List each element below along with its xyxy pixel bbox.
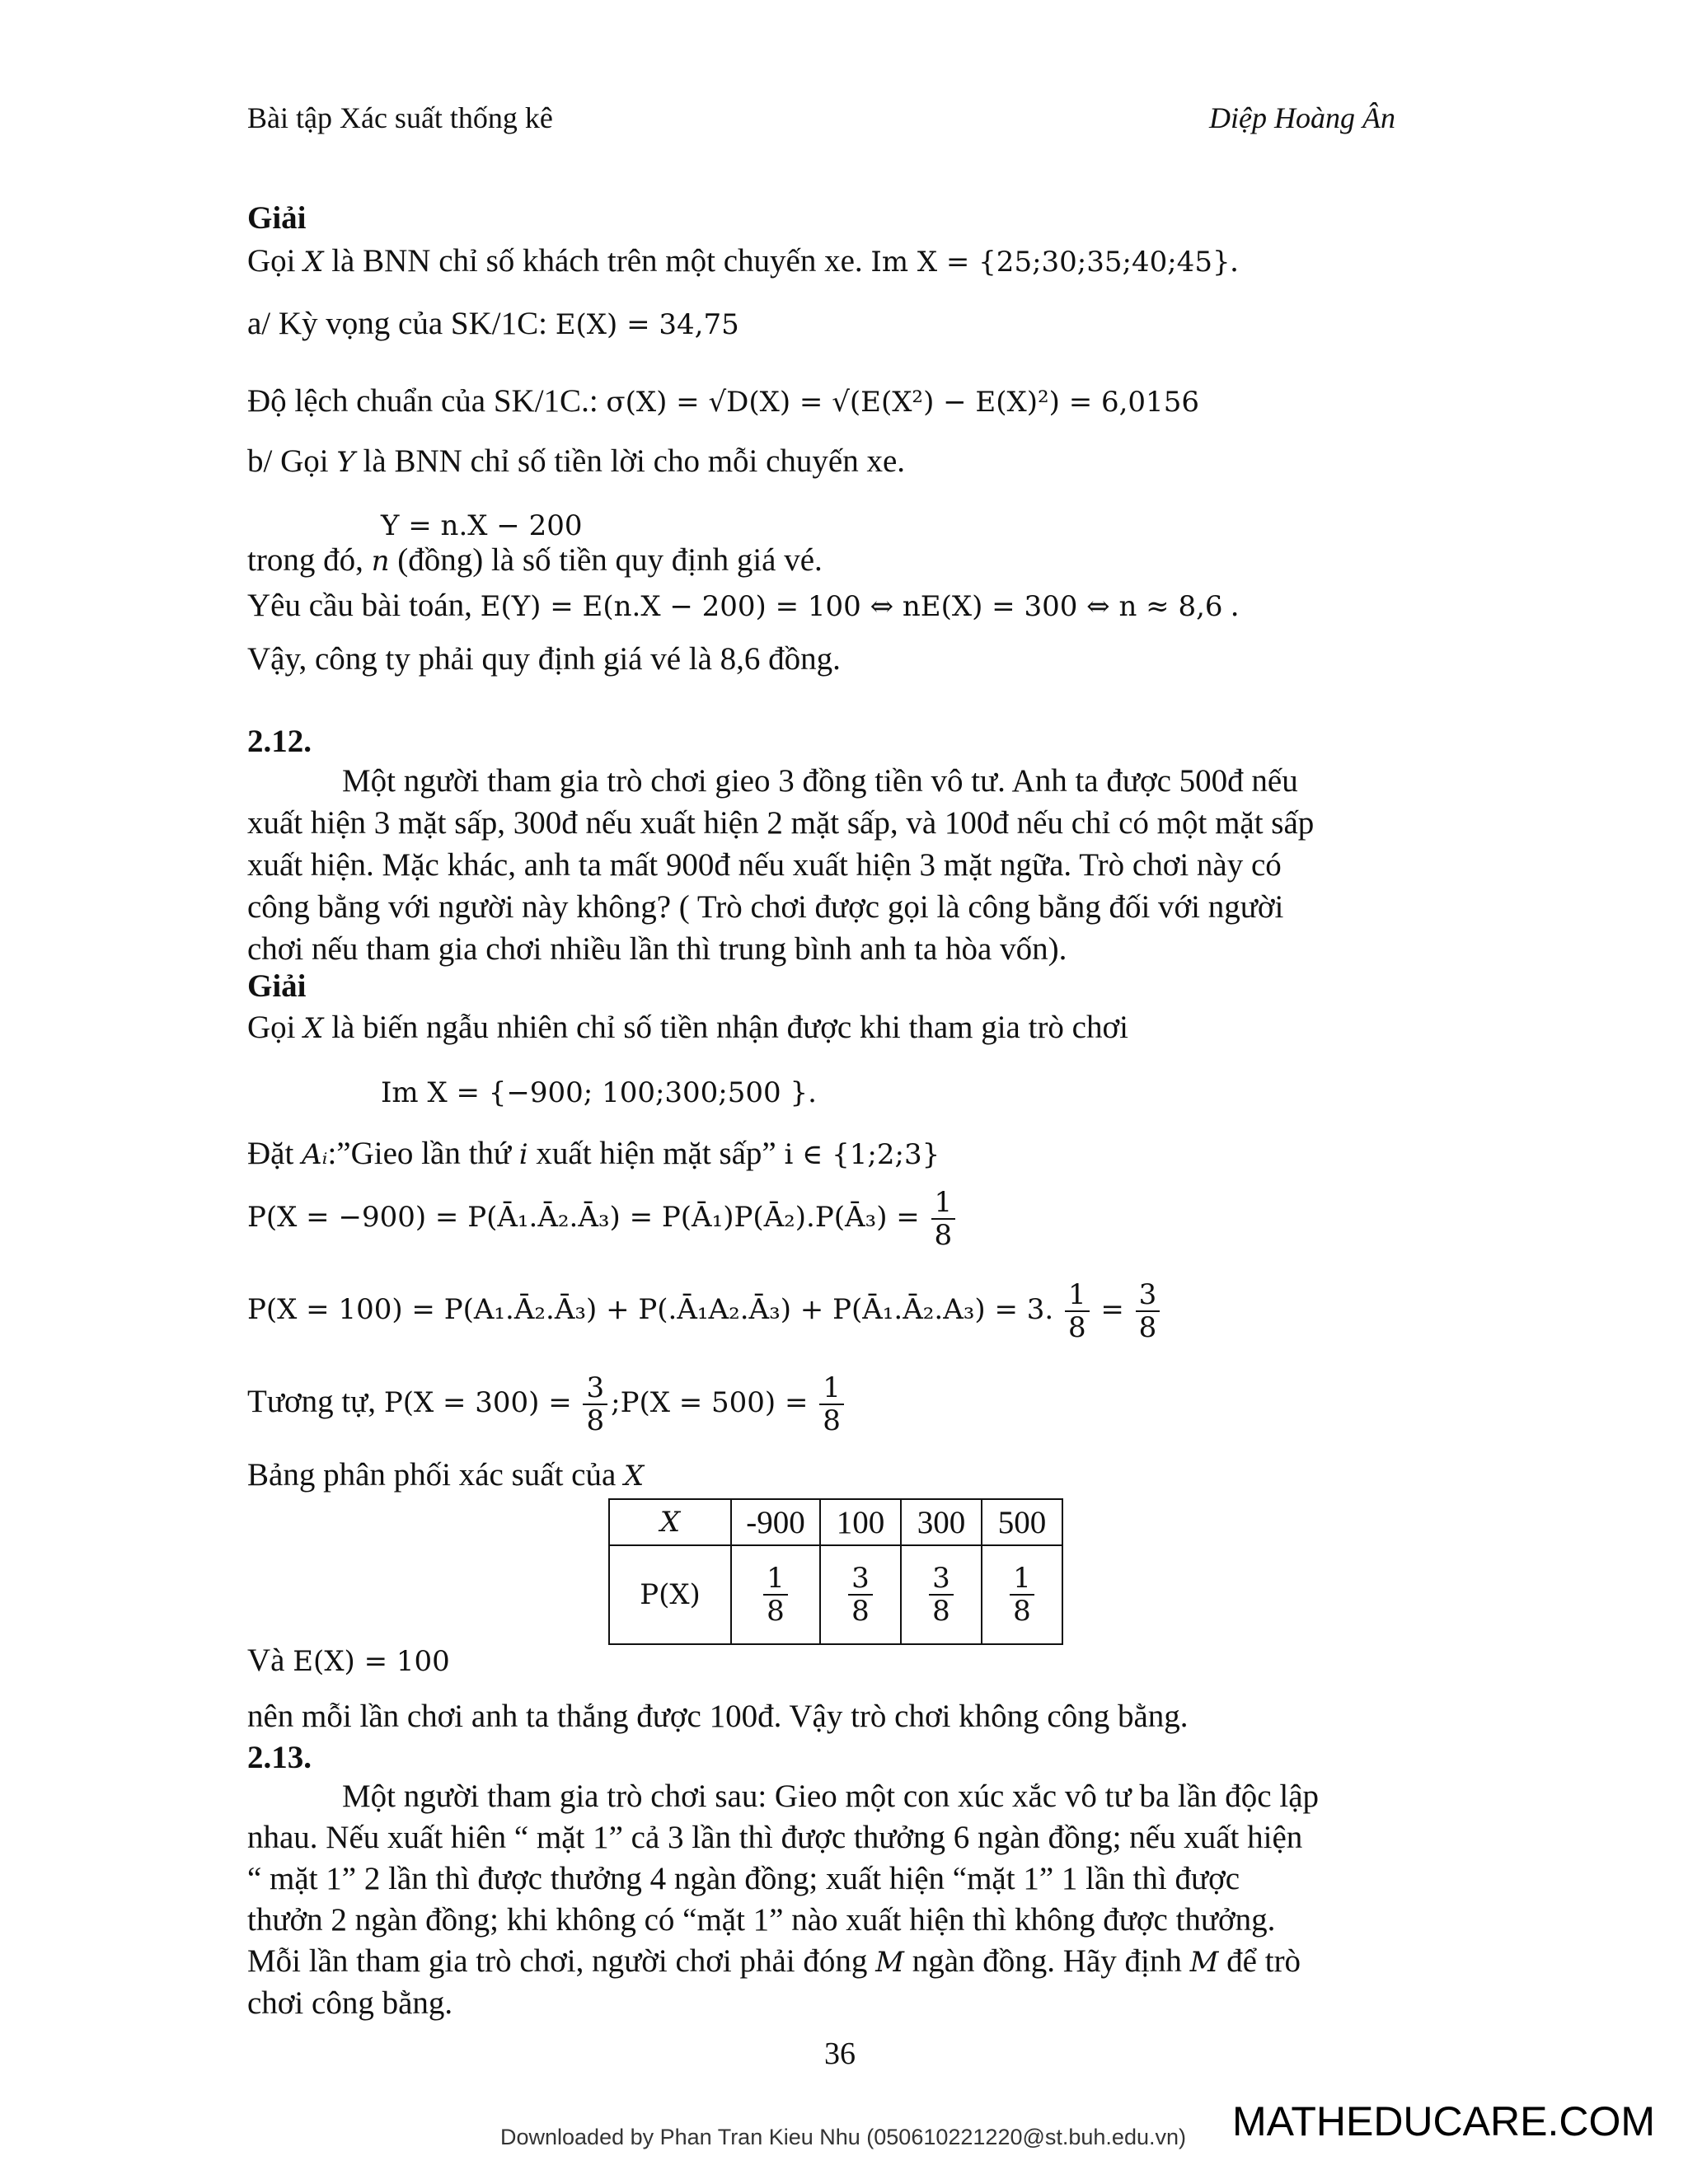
var-x: X	[624, 1460, 645, 1493]
header-title: Bài tập Xác suất thống kê	[247, 101, 553, 134]
text: Đặt	[247, 1136, 302, 1171]
equals: =	[1100, 1292, 1124, 1326]
table-cell	[901, 1545, 982, 1644]
var-i: i	[518, 1138, 528, 1171]
numerator: 1	[1010, 1563, 1034, 1596]
text: b/ Gọi	[247, 443, 337, 479]
text: ngàn đồng. Hãy định	[903, 1943, 1190, 1979]
math-set: i ∈ {1;2;3}	[784, 1138, 940, 1171]
p212-eq2	[247, 1279, 1163, 1343]
fraction	[819, 1372, 844, 1436]
sol1-line1: Gọi X là BNN chỉ số khách trên một chuyến xe. Im X = {25;30;35;40;45}.	[247, 243, 1239, 279]
probability-distribution-table	[608, 1498, 1063, 1645]
p212-dat	[247, 1133, 940, 1175]
para-line: công bằng với người này không? ( Trò chơi được gọi là công bằng đối với người	[247, 889, 1284, 925]
table-row	[609, 1499, 1062, 1545]
numerator: 1	[931, 1187, 956, 1220]
numerator: 3	[848, 1563, 873, 1596]
para-line: xuất hiện. Mặc khác, anh ta mất 900đ nếu xuất hiện 3 mặt ngữa. Trò chơi này có	[247, 847, 1282, 883]
text: Yêu cầu bài toán,	[247, 588, 481, 623]
table-cell	[731, 1545, 820, 1644]
table-header-px: P(X)	[609, 1545, 731, 1644]
denominator: 8	[1013, 1595, 1031, 1628]
math-std-dev: σ(X) = √D(X) = √(E(X²) − E(X)²) = 6,0156	[606, 386, 1199, 419]
fraction	[931, 1187, 956, 1251]
math-im-x: Im X = {25;30;35;40;45}	[870, 246, 1231, 279]
fraction	[583, 1372, 607, 1436]
para-line: “ mặt 1” 2 lần thì được thưởng 4 ngàn đồng; xuất hiện “mặt 1” 1 lần thì được	[247, 1861, 1240, 1896]
p212-line-goi	[247, 1007, 1128, 1049]
text: là biến ngẫu nhiên chỉ số tiền nhận được khi tham gia trò chơi	[323, 1010, 1128, 1045]
sol1-line8: Vậy, công ty phải quy định giá vé là 8,6 đồng.	[247, 641, 841, 677]
var-x: X	[303, 1012, 324, 1045]
var-a-i: Aᵢ	[302, 1138, 328, 1171]
table-header-x: X	[609, 1499, 731, 1545]
math-expectation: E(X) = 100	[293, 1645, 450, 1678]
sol1-line2	[247, 303, 739, 345]
text: để trò	[1218, 1943, 1301, 1979]
solution-heading: Giải	[247, 968, 307, 1004]
math-expectation: E(X) = 34,75	[555, 308, 739, 341]
fraction	[1010, 1563, 1034, 1627]
table-cell: 300	[901, 1499, 982, 1545]
text: trong đó,	[247, 542, 372, 578]
text: (đồng) là số tiền quy định giá vé.	[389, 542, 823, 578]
text: là BNN chỉ số tiền lời cho mỗi chuyến xe.	[354, 443, 906, 479]
para-line: xuất hiện 3 mặt sấp, 300đ nếu xuất hiện 2 mặt sấp, và 100đ nếu chỉ có một mặt sấp	[247, 805, 1315, 841]
para-line: nhau. Nếu xuất hiên “ mặt 1” cả 3 lần thì được thưởng 6 ngàn đồng; nếu xuất hiện	[247, 1820, 1303, 1855]
denominator: 8	[823, 1404, 841, 1437]
fraction	[1136, 1279, 1160, 1343]
sol1-line6	[247, 540, 823, 582]
page-number: 36	[824, 2036, 856, 2071]
var-n: n	[371, 545, 390, 578]
math: P(X = 300) =	[383, 1385, 572, 1419]
var-m: M	[875, 1946, 904, 1979]
para-line	[247, 1941, 1319, 1983]
text: Gọi	[247, 243, 304, 279]
p212-eq1	[247, 1187, 959, 1251]
para-line: Một người tham gia trò chơi sau: Gieo một con xúc xắc vô tư ba lần độc lập	[342, 1779, 1320, 1814]
fraction	[763, 1563, 788, 1627]
download-notice: Downloaded by Phan Tran Kieu Nhu (050610221220@st.buh.edu.vn)	[500, 2125, 1186, 2149]
var-y: Y	[336, 446, 355, 479]
sol1-line3	[247, 381, 1199, 423]
text: :”Gieo lần thứ	[327, 1136, 519, 1171]
math-im-x: Im X = {−900; 100;300;500 }.	[381, 1076, 817, 1109]
text: Độ lệch chuẩn của SK/1C.:	[247, 383, 607, 419]
denominator: 8	[851, 1595, 870, 1628]
text: xuất hiện mặt sấp”	[528, 1136, 785, 1171]
para-line: chơi công bằng.	[247, 1985, 453, 2021]
text: Mỗi lần tham gia trò chơi, người chơi phải đóng	[247, 1943, 876, 1979]
math-eq1: P(X = −900) = P(Ā₁.Ā₂.Ā₃) = P(Ā₁)P(Ā₂).P(Ā₃) =	[247, 1200, 920, 1234]
table-cell	[982, 1545, 1062, 1644]
numerator: 1	[763, 1563, 788, 1596]
var-m: M	[1189, 1946, 1219, 1979]
numerator: 3	[1136, 1279, 1160, 1312]
fraction	[1065, 1279, 1090, 1343]
p212-tuong-tu	[247, 1372, 847, 1436]
fraction	[848, 1563, 873, 1627]
table-cell: 500	[982, 1499, 1062, 1545]
denominator: 8	[1138, 1311, 1157, 1344]
problem-2-12-title: 2.12.	[247, 724, 312, 759]
problem-2-12-text	[247, 760, 1314, 970]
numerator: 1	[1065, 1279, 1090, 1312]
denominator: 8	[932, 1595, 950, 1628]
numerator: 3	[929, 1563, 954, 1596]
p212-conclusion: nên mỗi lần chơi anh ta thắng được 100đ. Vậy trò chơi không công bằng.	[247, 1699, 1189, 1734]
math-eq2: P(X = 100) = P(A₁.Ā₂.Ā₃) + P(.Ā₁A₂.Ā₃) + P(Ā₁.Ā₂.A₃) = 3.	[247, 1292, 1054, 1326]
para-line: chơi nếu tham gia chơi nhiều lần thì trung bình anh ta hòa vốn).	[247, 931, 1067, 967]
table-cell: 100	[820, 1499, 901, 1545]
text: Và	[247, 1643, 293, 1678]
var-x: X	[303, 246, 324, 279]
solution-heading: Giải	[247, 200, 307, 236]
p212-bang	[247, 1455, 644, 1497]
brand-watermark: MATHEDUCARE.COM	[1232, 2098, 1655, 2144]
math-y-def: Y = n.X − 200	[381, 509, 583, 542]
header-author: Diệp Hoàng Ân	[1209, 101, 1395, 134]
math: ;P(X = 500) =	[611, 1385, 809, 1419]
fraction	[929, 1563, 954, 1627]
problem-2-13-title: 2.13.	[247, 1740, 312, 1775]
text: Gọi	[247, 1010, 304, 1045]
sol1-line7	[247, 585, 1239, 627]
text: .	[1222, 588, 1240, 623]
text: Tương tự,	[247, 1383, 384, 1419]
p212-va	[247, 1640, 450, 1682]
para-line: Một người tham gia trò chơi gieo 3 đồng tiền vô tư. Anh ta được 500đ nếu	[342, 763, 1298, 799]
para-line: thưởn 2 ngàn đồng; khi không có “mặt 1” nào xuất hiện thì không được thưởng.	[247, 1902, 1276, 1938]
table-cell	[820, 1545, 901, 1644]
numerator: 1	[819, 1372, 844, 1405]
sol1-line4	[247, 441, 905, 483]
denominator: 8	[767, 1595, 785, 1628]
denominator: 8	[934, 1219, 953, 1252]
numerator: 3	[583, 1372, 607, 1405]
math-requirement: E(Y) = E(n.X − 200) = 100 ⇔ nE(X) = 300 ⇔ n ≈ 8,6	[480, 590, 1223, 623]
p212-im	[381, 1071, 817, 1113]
denominator: 8	[586, 1404, 605, 1437]
text: là BNN chỉ số khách trên một chuyến xe.	[323, 243, 871, 279]
text: Bảng phân phối xác suất của	[247, 1457, 625, 1493]
denominator: 8	[1067, 1311, 1086, 1344]
problem-2-13-text	[247, 1776, 1319, 2024]
table-cell: -900	[731, 1499, 820, 1545]
text: a/ Kỳ vọng của SK/1C:	[247, 306, 556, 341]
table-row	[609, 1545, 1062, 1644]
